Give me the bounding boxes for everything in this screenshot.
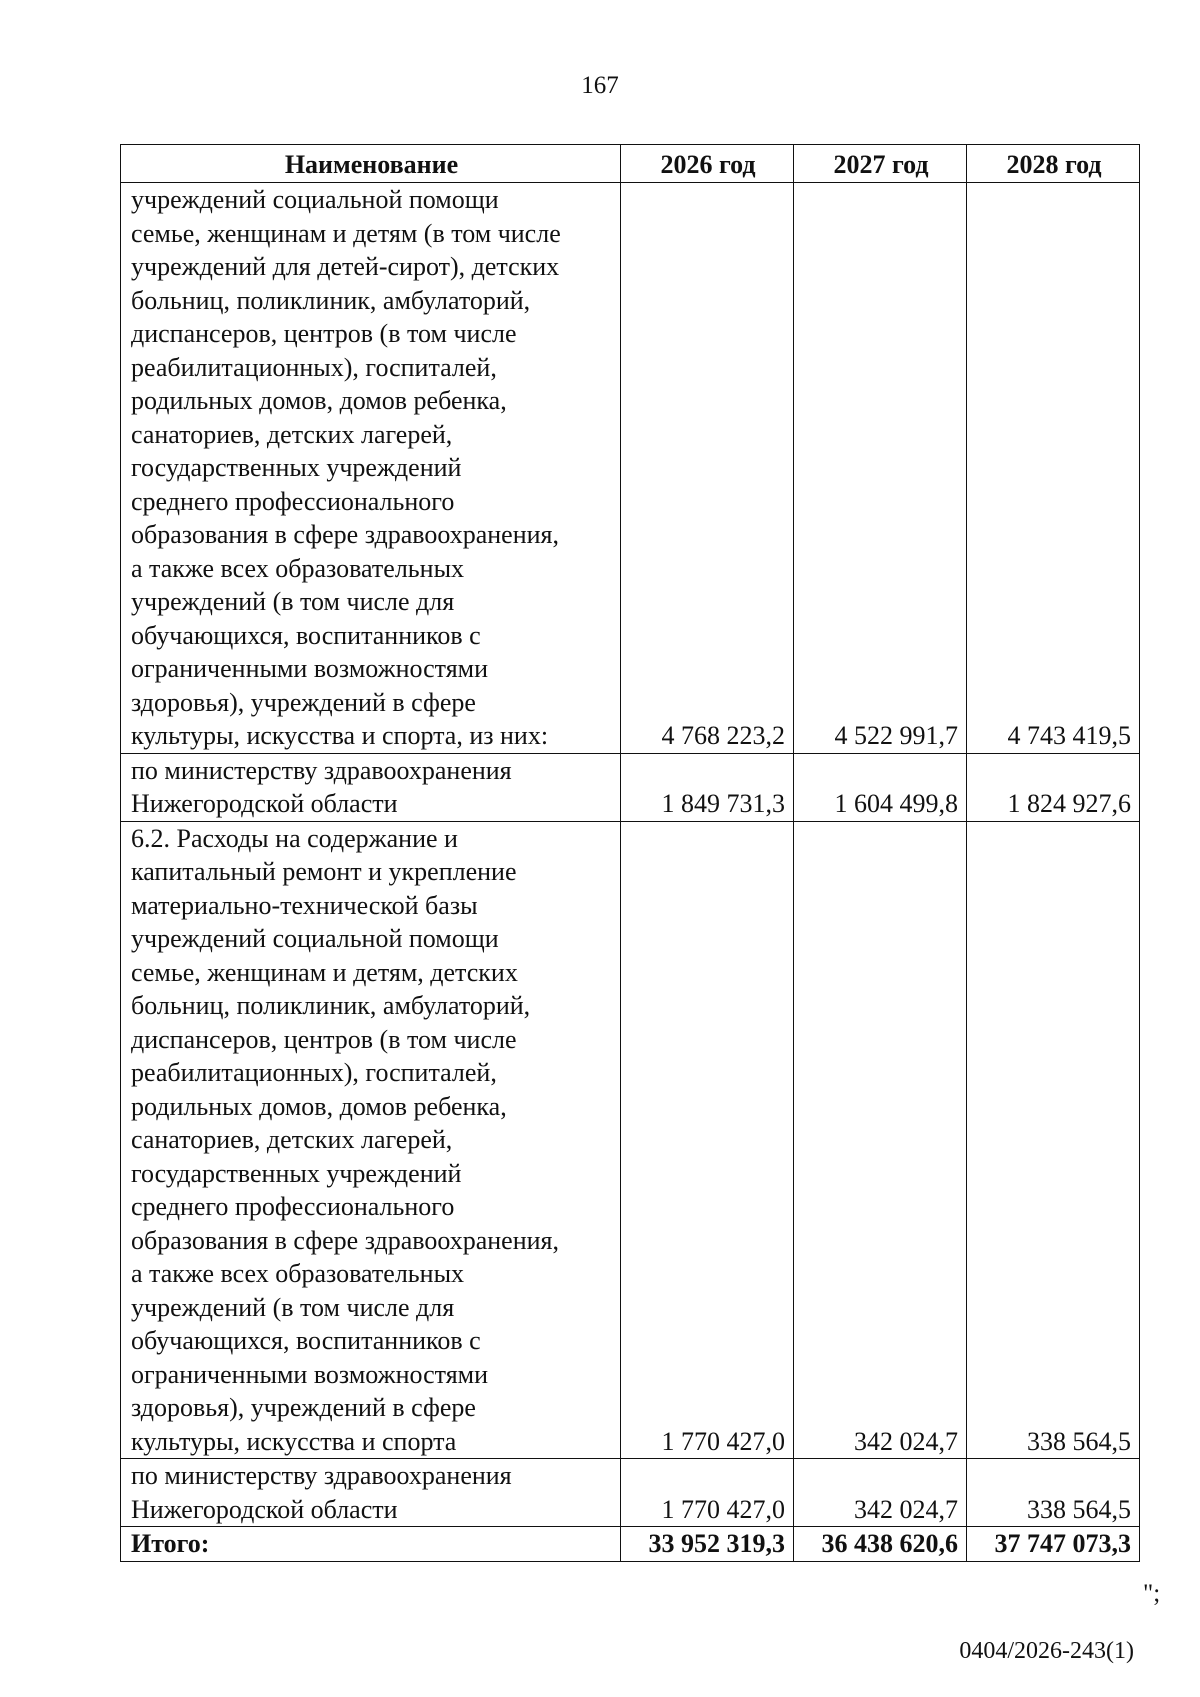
table-header-row xyxy=(121,145,1140,183)
closing-quote-mark: "; xyxy=(1143,1580,1161,1607)
row-name: по министерству здравоохранения Нижегородской области xyxy=(121,1459,621,1527)
document-code: 0404/2026-243(1) xyxy=(959,1638,1134,1664)
page-number: 167 xyxy=(581,72,619,99)
row-name: 6.2. Расходы на содержание и капитальный ремонт и укрепление материально-технической базы учреждений социальной помощи семье, женщинам и детям, детских больниц, поликлиник, амбулаторий, диспансеров, центров (в том числе реабилитационных), госпиталей, родильных домов, домов ребенка, санаториев, детских лагерей, государственных учреждений среднего профессионального образования в сфере здравоохранения, а также всех образовательных учреждений (в том числе для обучающихся, воспитанников с ограниченными возможностями здоровья), учреждений в сфере культуры, искусства и спорта xyxy=(121,821,621,1459)
table-row xyxy=(121,753,1140,821)
header-2026: 2026 год xyxy=(621,145,794,183)
row-value-2027: 342 024,7 xyxy=(794,821,967,1459)
row-name: учреждений социальной помощи семье, женщинам и детям (в том числе учреждений для детей-сирот), детских больниц, поликлиник, амбулаторий, диспансеров, центров (в том числе реабилитационных), госпиталей, родильных домов, домов ребенка, санаториев, детских лагерей, государственных учреждений среднего профессионального образования в сфере здравоохранения, а также всех образовательных учреждений (в том числе для обучающихся, воспитанников с ограниченными возможностями здоровья), учреждений в сфере культуры, искусства и спорта, из них: xyxy=(121,183,621,754)
row-value-2028: 338 564,5 xyxy=(967,821,1140,1459)
row-value-2026: 1 770 427,0 xyxy=(621,1459,794,1527)
header-name: Наименование xyxy=(121,145,621,183)
header-2028: 2028 год xyxy=(967,145,1140,183)
row-value-2028: 1 824 927,6 xyxy=(967,753,1140,821)
row-value-2026: 1 849 731,3 xyxy=(621,753,794,821)
header-2027: 2027 год xyxy=(794,145,967,183)
row-value-2026: 4 768 223,2 xyxy=(621,183,794,754)
total-value-2028: 37 747 073,3 xyxy=(967,1527,1140,1562)
table-row xyxy=(121,1459,1140,1527)
row-value-2028: 4 743 419,5 xyxy=(967,183,1140,754)
row-value-2027: 342 024,7 xyxy=(794,1459,967,1527)
total-value-2026: 33 952 319,3 xyxy=(621,1527,794,1562)
total-label: Итого: xyxy=(121,1527,621,1562)
row-value-2027: 4 522 991,7 xyxy=(794,183,967,754)
total-row xyxy=(121,1527,1140,1562)
row-value-2027: 1 604 499,8 xyxy=(794,753,967,821)
table-row xyxy=(121,821,1140,1459)
row-value-2028: 338 564,5 xyxy=(967,1459,1140,1527)
budget-table xyxy=(120,144,1140,1562)
row-value-2026: 1 770 427,0 xyxy=(621,821,794,1459)
row-name: по министерству здравоохранения Нижегородской области xyxy=(121,753,621,821)
total-value-2027: 36 438 620,6 xyxy=(794,1527,967,1562)
table-row xyxy=(121,183,1140,754)
